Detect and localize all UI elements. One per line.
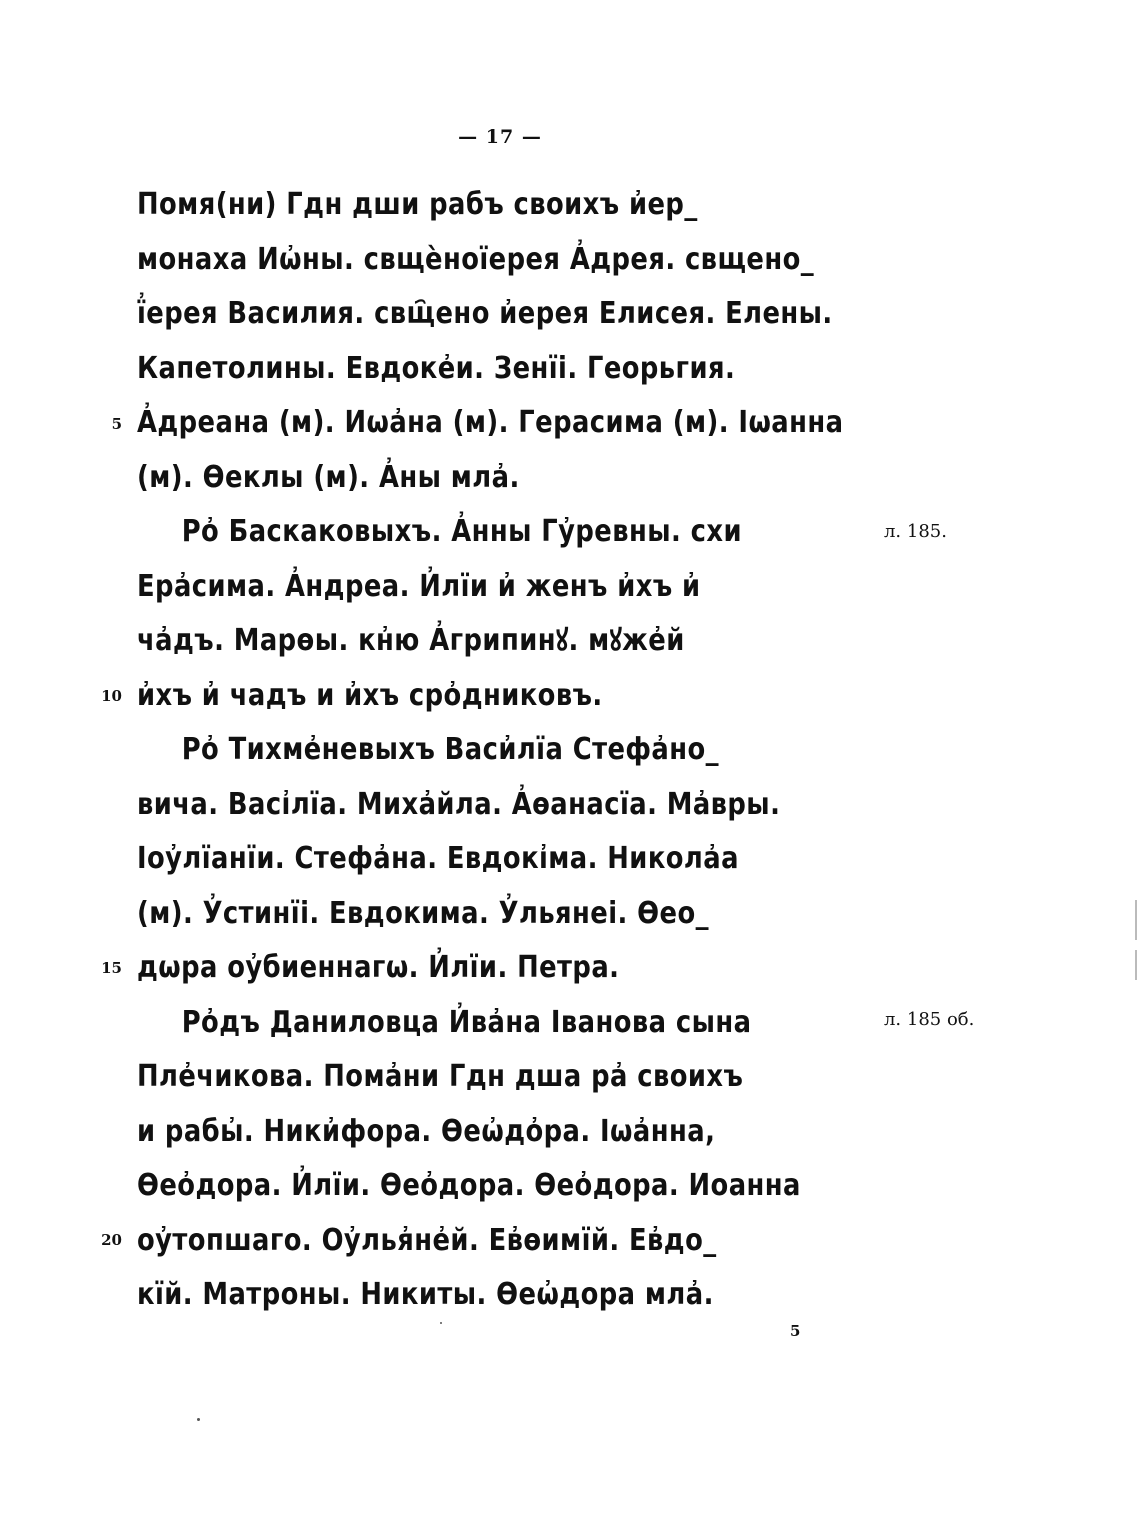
text-line: Ера҆сима. А҆ндреа. И҆лїи и҆ женъ и҆хъ и҆ xyxy=(137,568,701,604)
text-line: Іоу҆лїанїи. Стефа҆на. Евдокі҆ма. Никола҆а xyxy=(137,841,739,876)
scan-edge-mark xyxy=(1135,900,1137,940)
text-line: Капетолины. Евдоке҆и. Зенїі. Георьгия. xyxy=(137,350,736,386)
text-line: дѡра оу҆биеннагѡ. И҆лїи. Петра. xyxy=(137,950,620,985)
text-line: (м). У҆стинїі. Евдокима. У҆льянеі. Ѳео_ xyxy=(137,895,709,931)
text-line: (м). Ѳеклы (м). А҆ны мла҆. xyxy=(137,459,520,495)
signature-mark: 5 xyxy=(790,1322,801,1340)
scan-speck xyxy=(440,1322,442,1324)
text-line: Ро҆ Баскаковыхъ. А҆нны Гу҆ревны. схи xyxy=(181,514,742,549)
text-line: ї҆ерея Василия. свщ҄ено и҆ерея Елисея. Елены. xyxy=(137,296,833,331)
text-line: А҆дреана (м). Иѡа҆на (м). Герасима (м). Іѡанна xyxy=(137,405,844,440)
text-line: ча҆дъ. Марѳы. кн҆ю А҆грипинꙋ. мꙋже҆й xyxy=(137,623,685,658)
text-line: и рабы҆. Ники҆фора. Ѳеѡ҆до҆ра. Іѡа҆нна, xyxy=(137,1113,716,1149)
text-line: оу҆топшаго. Оу҆лья҆не҆й. Ев҆ѳимїй. Ев҆до_ xyxy=(137,1222,717,1258)
text-line: и҆хъ и҆ чадъ и и҆хъ сро҆дниковъ. xyxy=(137,677,603,713)
scan-edge-mark xyxy=(1135,950,1137,980)
line-number: 15 xyxy=(101,959,122,977)
folio-note: л. 185. xyxy=(884,521,947,542)
text-line: кїй. Матроны. Никиты. Ѳеѡ҆дора мла҆. xyxy=(137,1277,714,1312)
page-number: — 17 — xyxy=(458,126,542,148)
text-line: Ро҆дъ Даниловца И҆ва҆на Іванова сына xyxy=(181,1004,752,1040)
folio-note: л. 185 об. xyxy=(884,1009,975,1030)
text-line: вича. Васі҆лїа. Миха҆йла. А҆ѳанасїа. Ма҆вры. xyxy=(137,786,781,822)
scan-speck xyxy=(197,1418,200,1421)
text-line: Пле҆чикова. Пома҆ни Гдн дша ра҆ своихъ xyxy=(137,1059,744,1094)
text-line: Помя(ни) Гдн дши рабъ своихъ и҆ер_ xyxy=(137,187,698,222)
line-number: 20 xyxy=(101,1231,122,1249)
line-number: 10 xyxy=(101,687,122,705)
text-line: Ѳео҆дора. И҆лїи. Ѳео҆дора. Ѳео҆дора. Иоанна xyxy=(137,1168,801,1203)
line-number: 5 xyxy=(111,415,122,433)
manuscript-text xyxy=(137,178,877,1323)
text-line: Ро҆ Тихме҆невыхъ Васи҆лїа Стефа҆но_ xyxy=(181,732,719,767)
text-line: монаха Иѡ҆ны. свщѐноїерея А҆дрея. свщено_ xyxy=(137,241,815,277)
